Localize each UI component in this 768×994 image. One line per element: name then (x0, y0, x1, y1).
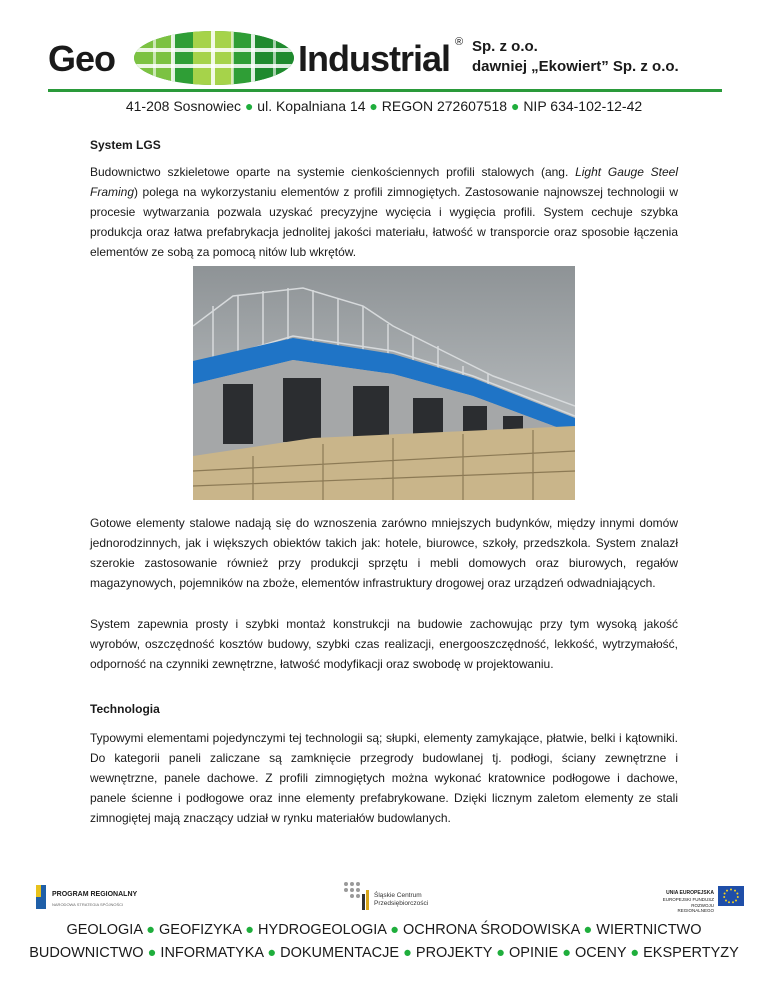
paragraph-applications: Gotowe elementy stalowe nadają się do wznoszenia zarówno mniejszych budynków, między innymi domów jednorodzinnych, jak i większych obiektów takich jak: hotele, biurowce, szkoły, przedszkola. System znalazł szerokie zastosowanie również przy produkcji sprzętu i mebli domowych oraz biurowych, regałów magazynowych, pojemników na zboże, elementów infrastruktury drogowej oraz urządzeń odwadniających. (90, 516, 678, 590)
bullet-dot-icon: ● (369, 98, 378, 114)
footer-item: OCHRONA ŚRODOWISKA (403, 922, 580, 938)
bullet-dot-icon: ● (244, 98, 254, 114)
address-nip: NIP 634-102-12-42 (523, 98, 643, 114)
bullet-dot-icon: ● (147, 945, 157, 961)
footer-services-line-2 (0, 945, 768, 961)
paragraph-intro-part: ) polega na wykorzystaniu elementów z profili zimnogiętych. Zastosowanie najnowszej technologii w procesie wytwarzania pozwala uzyskać precyzyjne wycięcia i wygięcia profili. System cechuje szybka produkcja oraz łatwa prefabrykacja jednolitej jakości materiału, łatwość w transporcie oraz sposobie łączenia elementów ze sobą za pomocą nitów lub wkrętów. (90, 185, 678, 259)
slaskie-centrum-logo-icon (342, 880, 372, 912)
footer-services-line-1 (0, 922, 768, 938)
eu-label-3: ROZWOJU REGIONALNEGO (677, 903, 714, 913)
address-street: ul. Kopalniana 14 (257, 98, 366, 114)
construction-photo (193, 266, 575, 500)
paragraph-technology: Typowymi elementami pojedynczymi tej technologii są; słupki, elementy zamykające, płatwie, belki i kątowniki. Do kategorii paneli zaliczane są zamknięcie przegrody budowlanej tj. podłogi, ściany zewnętrzne i wewnętrzne, panele dachowe. Z profili zimnogiętych można wykonać kratownice podłogowe i dachowe, panele ścienne i podłogowe oraz inne elementy prefabrykowane. Dzięki licznym zaletom elementy ze stali zimnogiętej mają znaczący udział w rynku materiałów budowlanych. (90, 731, 678, 825)
bullet-dot-icon: ● (146, 922, 155, 938)
footer-item: OCENY (575, 945, 627, 961)
program-regionalny-sub: NARODOWA STRATEGIA SPÓJNOŚCI (52, 902, 124, 907)
brand-industrial: Industrial (298, 38, 451, 79)
header-rule (48, 89, 722, 92)
eu-label-1: UNIA EUROPEJSKA (666, 890, 714, 896)
paragraph-intro-italic: Light Gauge Steel Framing (90, 165, 679, 199)
paragraph-intro (90, 162, 678, 262)
bullet-dot-icon: ● (245, 922, 255, 938)
company-line-2: dawniej „Ekowiert” Sp. z o.o. (472, 58, 679, 75)
address-city: 41-208 Sosnowiec (125, 98, 242, 114)
footer-item: GEOFIZYKA (159, 922, 242, 938)
footer-item: PROJEKTY (415, 945, 493, 961)
slaskie-centrum-line-2: Przedsiębiorczości (374, 900, 429, 907)
brand-geo: Geo (48, 38, 116, 79)
bullet-dot-icon: ● (583, 922, 593, 938)
bullet-dot-icon: ● (403, 945, 412, 961)
company-line-1: Sp. z o.o. (472, 38, 538, 55)
program-regionalny-logo: PROGRAM REGIONALNY (52, 891, 138, 898)
bullet-dot-icon: ● (510, 98, 520, 114)
footer-item: GEOLOGIA (66, 922, 143, 938)
footer-item: DOKUMENTACJE (280, 945, 400, 961)
globe-logo-icon (133, 30, 295, 86)
footer-item: HYDROGEOLOGIA (258, 922, 387, 938)
slaskie-centrum-line-1: Śląskie Centrum (374, 892, 422, 899)
address-regon: REGON 272607518 (381, 98, 508, 114)
bullet-dot-icon: ● (390, 922, 399, 938)
bullet-dot-icon: ● (267, 945, 277, 961)
footer-item: WIERTNICTWO (596, 922, 702, 938)
eu-flag-icon (718, 886, 744, 906)
footer-item: INFORMATYKA (160, 945, 264, 961)
address-line (0, 98, 768, 114)
footer-item: OPINIE (509, 945, 559, 961)
paragraph-intro-part: Budownictwo szkieletowe oparte na systemie cienkościennych profili stalowych (ang. (90, 165, 576, 179)
paragraph-advantages: System zapewnia prosty i szybki montaż konstrukcji na budowie zachowując przy tym wysoką jakość wyrobów, oszczędność kosztów budowy, szybki czas realizacji, energooszczędność, lekkość, wytrzymałość, odporność na czynniki zewnętrzne, łatwość modyfikacji oraz swobodę w projektowaniu. (90, 617, 678, 671)
registered-mark: ® (455, 36, 464, 48)
footer-item: BUDOWNICTWO (29, 945, 144, 961)
footer-item: EKSPERTYZY (643, 945, 739, 961)
section-heading-technologia: Technologia (90, 702, 160, 716)
section-heading-lgs: System LGS (90, 138, 161, 152)
program-flag-accent-icon (36, 885, 41, 897)
bullet-dot-icon: ● (562, 945, 571, 961)
bullet-dot-icon: ● (496, 945, 505, 961)
bullet-dot-icon: ● (630, 945, 640, 961)
eu-label-2: EUROPEJSKI FUNDUSZ (662, 897, 714, 902)
